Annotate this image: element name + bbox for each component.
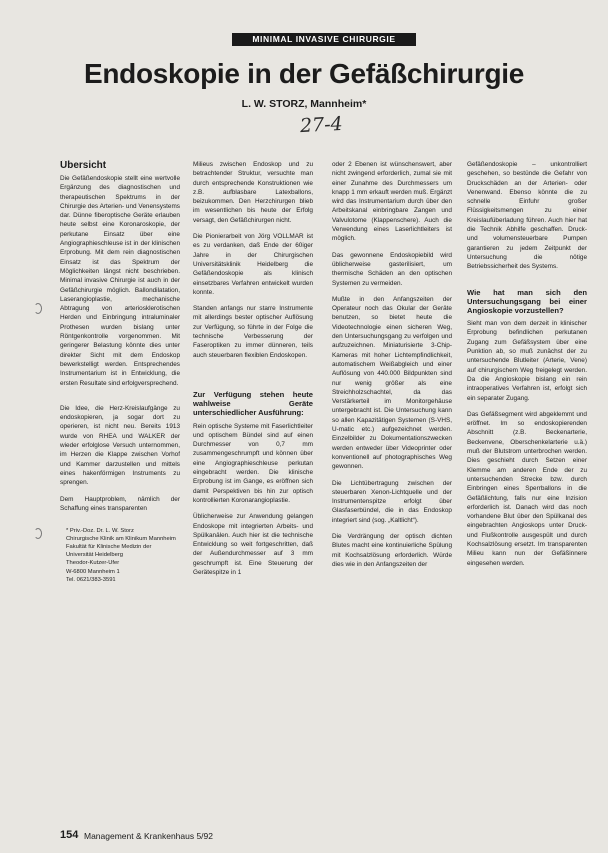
footnote-line: W-6800 Mannheim 1	[66, 568, 120, 575]
paragraph: oder 2 Ebenen ist wünschenswert, aber nicht zwingend erforderlich, zumal sie mit einer Zunahme des Durchmessers um knapp 1 mm erkauft werden muß. Ergänzt wird das Instrumentarium durch über den Arbeitskanal einbringbare Zangen und Valvulotome (Klappenschere). Auch die Verwendung eines Laserlichtleiters ist möglich.	[332, 161, 452, 243]
author-footnote	[60, 527, 180, 584]
paragraph: Üblicherweise zur Anwendung gelangen Endoskope mit integrierten Arbeits- und Spülkanälen. Auch hier ist die technische Entwicklung so weit fortgeschritten, daß der Außendurchmesser auf 3 mm geschrumpft ist. Eine Steuerung der Gerätespitze in 1	[193, 513, 313, 576]
paragraph: Standen anfangs nur starre Instrumente mit allerdings bester optischer Auflösung zur Verfügung, so führte in der Folge die technische Verbesserung der Faseroptiken zu immer dünneren, teils auch steuerbaren flexiblen Endoskopen.	[193, 305, 313, 359]
overview-heading: Übersicht	[60, 160, 107, 171]
paragraph: Die Lichtübertragung zwischen der steuerbaren Xenon-Lichtquelle und der Instrumentenspitze erfolgt über Glasfaserbündel, die in das Endoskop integriert sind (sog. „Kaltlicht“).	[332, 479, 452, 524]
paragraph: Die Pionierarbeit von Jörg VOLLMAR ist es zu verdanken, daß Ende der 60iger Jahre in der Chirurgischen Universitätsklinik Heidelberg die Gefäßendoskopie als klinisch einsetzbares Verfahren entwickelt wurden konnte.	[193, 233, 313, 296]
punch-hole-mark	[34, 528, 42, 539]
handwritten-note: 27-4	[299, 112, 344, 138]
column-4	[467, 160, 587, 780]
paragraph: Das Gefäßsegment wird abgeklemmt und eröffnet. Im so endoskopierenden Abschnitt (z.B. Beckenarterie, Beckenvene, Oberschenkelarterie u.ä.) muß der Blutstrom unterbrochen werden. Dies geschieht durch Setzen einer Klemme am anderen Ende der zu untersuchenden Strecke bzw. durch Einbringen eines Sperrballons in die Gefäßlichtung, falls nur eine Inzision erforderlich ist. Danach wird das noch vorhandene Blut über den Spülkanal des eingebrachten Angioskops unter Druck- und Flußkontrolle ausgespült und durch Kochsalzlösung ersetzt. Im transparenten Milieu kann nun der Gefäßinnere eingesehen werden.	[467, 410, 587, 567]
footnote-line: Fakultät für Klinische Medizin der Universität Heidelberg	[66, 544, 152, 559]
footnote-line: Tel. 0621/383-3591	[66, 576, 116, 583]
paragraph: Die Idee, die Herz-Kreislaufgänge zu endoskopieren, ja sogar dort zu operieren, ist nicht neu. Bereits 1913 wurde von RHEA und WALKER der wieder erfolglose Versuch unternommen, im Herzen die Klappe zwischen Vorhof und Kammer darzustellen und mittels eines hakenförmigen Instruments zu sprengen.	[60, 404, 180, 487]
paragraph: Sieht man von dem derzeit in klinischer Erprobung befindlichen perkutanen Zugang zum Gefäßsystem über eine Punktion ab, so muß zunächst der zu untersuchende Blutleiter (Arterie, Vene) auf chirurgischem Weg freigelegt werden. Da die Angioskopie bislang ein rein intraoperatives Verfahren ist, erfolgt sich ein separater Zugang.	[467, 320, 587, 402]
paragraph: Milieus zwischen Endoskop und zu betrachtender Struktur, versuchte man durch entsprechende Konstruktionen wie z.B. aufblasbare Latexballons, beizukommen. Den Herzchirurgen blieb im wesentlichen bis heute der Erfolg versagt, den Gefäßchirurgen nicht.	[193, 161, 313, 224]
punch-hole-mark	[34, 303, 42, 314]
footnote-line: Chirurgische Klinik am Klinikum Mannheim	[66, 536, 176, 543]
article-title: Endoskopie in der Gefäßchirurgie	[83, 58, 525, 89]
procedure-heading: Wie hat man sich den Untersuchungsgang bei einer Angioskopie vorzustellen?	[467, 287, 587, 315]
paragraph: Die Verdrängung der optisch dichten Blutes macht eine kontinuierliche Spülung mit Kochsalzlösung erforderlich. Würde dies wie in den Anfangszeiten der	[332, 532, 452, 568]
paragraph: Rein optische Systeme mit Faserlichtleiter und optischem Bündel sind auf einen Durchmesser von 0,7 mm zusammengeschrumpft und können über eine Angiographieschleuse perkutan eingebracht werden. Die klinische Erprobung ist im Gange, es eröffnen sich damit Perspektiven bis hin zur optisch kontrollierten Koronarangioplastie.	[193, 422, 313, 504]
publication-info: Management & Krankenhaus 5/92	[84, 831, 214, 841]
footnote-line: Theodor-Kutzer-Ufer	[66, 560, 120, 567]
paragraph: Das gewonnene Endoskopiebild wird üblicherweise gasterilisiert, um thermische Schäden an den optischen Systemen zu vermeiden.	[332, 251, 452, 287]
paragraph: Gefäßendoskopie – unkontrolliert geschehen, so bestünde die Gefahr von Druckschäden an der Arterien- oder Venenwand. Ebenso könnte die zu schnelle Einfuhr großer Flüssigkeitsmengen zu einer Kreislaufüberladung führen. Auch hier hat die Technik Abhilfe geschaffen. Druck- und volumensteuerbare Pumpen garantieren zu jedem Zeitpunkt der Untersuchung die nötige Betriebssicherheit des Systems.	[467, 161, 587, 271]
paragraph: Dem Hauptproblem, nämlich der Schaffung eines transparenten	[60, 495, 180, 512]
devices-heading: Zur Verfügung stehen heute wahlweise Geräte unterschiedlicher Ausführung:	[193, 389, 313, 418]
footnote-line: * Priv.-Doz. Dr. L. W. Storz	[66, 528, 134, 535]
page-number: 154	[60, 829, 79, 841]
paragraph: Mußte in den Anfangszeiten der Operateur noch das Okular der Geräte benutzen, so bietet heute die Videotechnologie einen sicheren Weg, den Untersuchungsgang zu verfolgen und aufzuzeichnen. Miniaturisierte 3-Chip-Kameras mit hoher Lichtempfindlichkeit, automatischem Weißabgleich und einer Auflösung von 440.000 Bildpunkten sind nur wenig größer als eine Streichholzschachtel, da das Verstärkerteil im Monitorgehäuse untergebracht ist. Die Untersuchung kann so allen Kapazitätigen Systemen (S-VHS, U-matic etc.) aufgezeichnet werden. Einzelbilder zu Dokumentationszwecken werden entweder über Videoprinter oder konventionell auf photographisches Weg gewonnen.	[332, 295, 452, 471]
column-3	[332, 160, 452, 780]
paragraph: Die Gefäßendoskopie stellt eine wertvolle Ergänzung des diagnostischen und therapeutischen Spektrums in der Chirurgie des Arterien- und Venensystems dar. Dünne fiberoptische Geräte erlauben heute selbst eine Koronaroskopie, der perkutane Einsatz über eine Angiographieschleuse ist in der klinischen Erprobung. Mit dem rein diagnostischen Einsatz ist das Spektrum der Möglichkeiten längst nicht beschrieben. Minimal invasive Chirurgie ist auch in der Gefäßchirurgie möglich. Ballondilatation, Laserangioplastie, mechanische Abtragung von arteriosklerotischen Herden und Einbringung intraluminaler Prothesen wurden bislang unter Röntgenkontrolle vorgenommen. Mit geringerer Belastung könnte dies unter direkter Sicht mit dem Endoskop bewerkstelligt werden. Entsprechendes Instrumentarium ist in Entwicklung, die ersten Resultate sind erfolgversprechend.	[60, 175, 180, 387]
section-banner: MINIMAL INVASIVE CHIRURGIE	[232, 33, 416, 46]
article-authors: L. W. STORZ, Mannheim*	[241, 98, 367, 110]
column-1	[60, 160, 180, 840]
column-2	[193, 160, 313, 840]
